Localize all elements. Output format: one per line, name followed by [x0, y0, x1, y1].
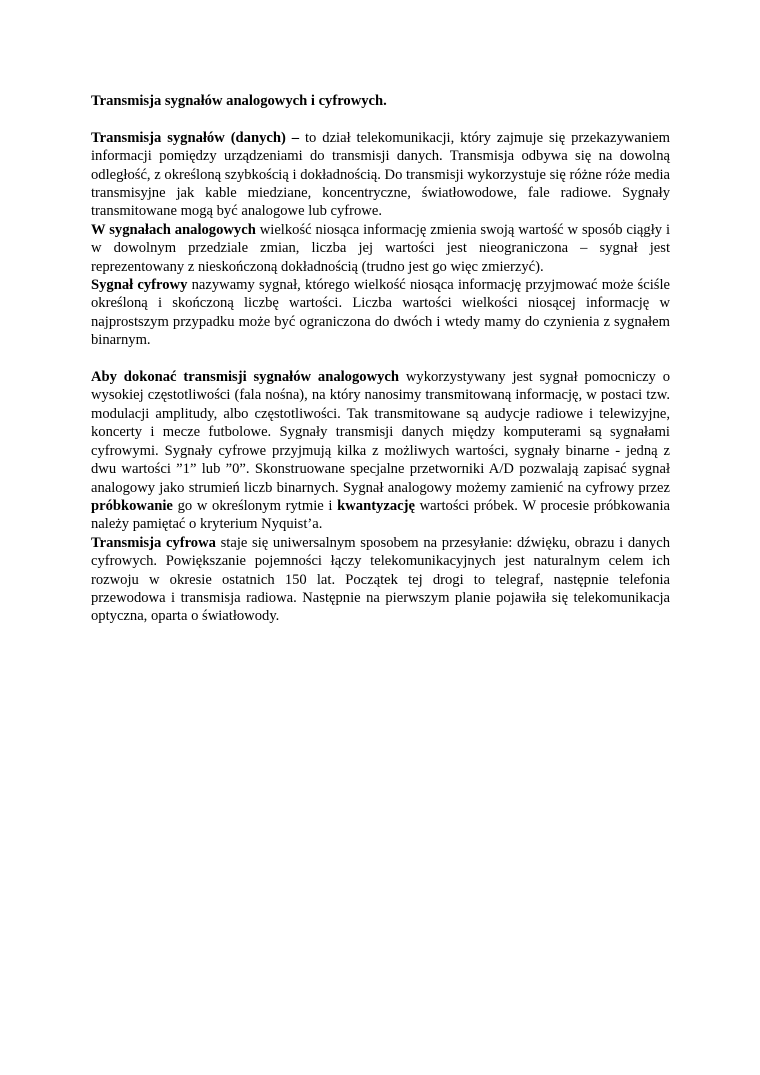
paragraph-text: wartości próbek. W procesie próbkowania należy pamiętać o kryterium Nyquist’a.	[91, 497, 670, 533]
term-sygnaly-analogowe: W sygnałach analogowych	[91, 221, 256, 238]
paragraph-text: wykorzystywany jest sygnał pomocniczy o wysokiej częstotliwości (fala nośna), na który nanosimy transmitowaną informację, w postaci tzw. modulacji amplitudy, albo częstotliwości. Tak transmitowane są audycje radiowe i telewizyjne, koncerty i mecze futbolowe. Sygnały transmisji danych między komputerami są sygnałami cyfrowymi. Sygnały cyfrowe przyjmują kilka z możliwych wartości, sygnały binarne - jedną z dwu wartości ”1” lub ”0”. Skonstruowane specjalne przetworniki A/D pozwalają zapisać sygnał analogowy jako strumień liczb binarnych. Sygnał analogowy możemy zamienić na cyfrowy przez	[91, 369, 671, 496]
paragraph-text: staje się uniwersalnym sposobem na przesyłanie: dźwięku, obrazu i danych cyfrowych. Powiększanie pojemności łączy telekomunikacyjnych jest naturalnym celem ich rozwoju w okresie ostatnich 150 lat. Początek tej drogi to telegraf, następnie telefonia przewodowa i transmisja radiowa. Następnie na pierwszym planie pojawiła się telekomunikacja optyczna, oparta o światłowody.	[91, 534, 670, 625]
paragraph-transmisja-cyfrowa	[91, 534, 670, 626]
paragraph-text: to dział telekomunikacji, który zajmuje się przekazywaniem informacji pomiędzy urządzeniami do transmisji danych. Transmisja odbywa się na dowolną odległość, z określoną szybkością i dokładnością. Do transmisji wykorzystuje się różne róże media transmisyjne jak kable miedziane, koncentryczne, światłowodowe, fale radiowe. Sygnały transmitowane mogą być analogowe lub cyfrowe.	[91, 129, 670, 220]
paragraph-spacer	[91, 350, 670, 368]
paragraph-text: wielkość niosąca informację zmienia swoją wartość w sposób ciągły i w dowolnym przedziale zmian, liczba jej wartości jest nieograniczona – sygnał jest reprezentowany z nieskończoną dokładnością (trudno jest go więc zmierzyć).	[91, 221, 670, 275]
paragraph-text: go w określonym rytmie i	[172, 497, 338, 514]
document-title: Transmisja sygnałów analogowych i cyfrowych.	[91, 93, 387, 109]
paragraph-transmisja-sygnalow	[91, 129, 670, 221]
paragraph-transmisja-analogowa	[91, 368, 670, 534]
term-transmisja-cyfrowa: Transmisja cyfrowa	[91, 534, 216, 551]
document-page	[91, 92, 670, 626]
paragraph-sygnaly-analogowe	[91, 221, 670, 276]
term-transmisja-sygnalow: Transmisja sygnałów (danych) –	[91, 129, 300, 146]
term-kwantyzacja: kwantyzację	[337, 497, 415, 514]
term-probkowanie: próbkowanie	[91, 497, 173, 514]
paragraph-sygnal-cyfrowy	[91, 276, 670, 350]
term-sygnal-cyfrowy: Sygnał cyfrowy	[91, 277, 188, 294]
term-transmisja-analogowa: Aby dokonać transmisji sygnałów analogowych	[91, 369, 400, 386]
paragraph-text: nazywamy sygnał, którego wielkość niosąca informację przyjmować może ściśle określoną i skończoną liczbę wartości. Liczba wartości wielkości niosącej informację w najprostszym przypadku może być ograniczona do dwóch i wtedy mamy do czynienia z sygnałem binarnym.	[91, 277, 670, 349]
